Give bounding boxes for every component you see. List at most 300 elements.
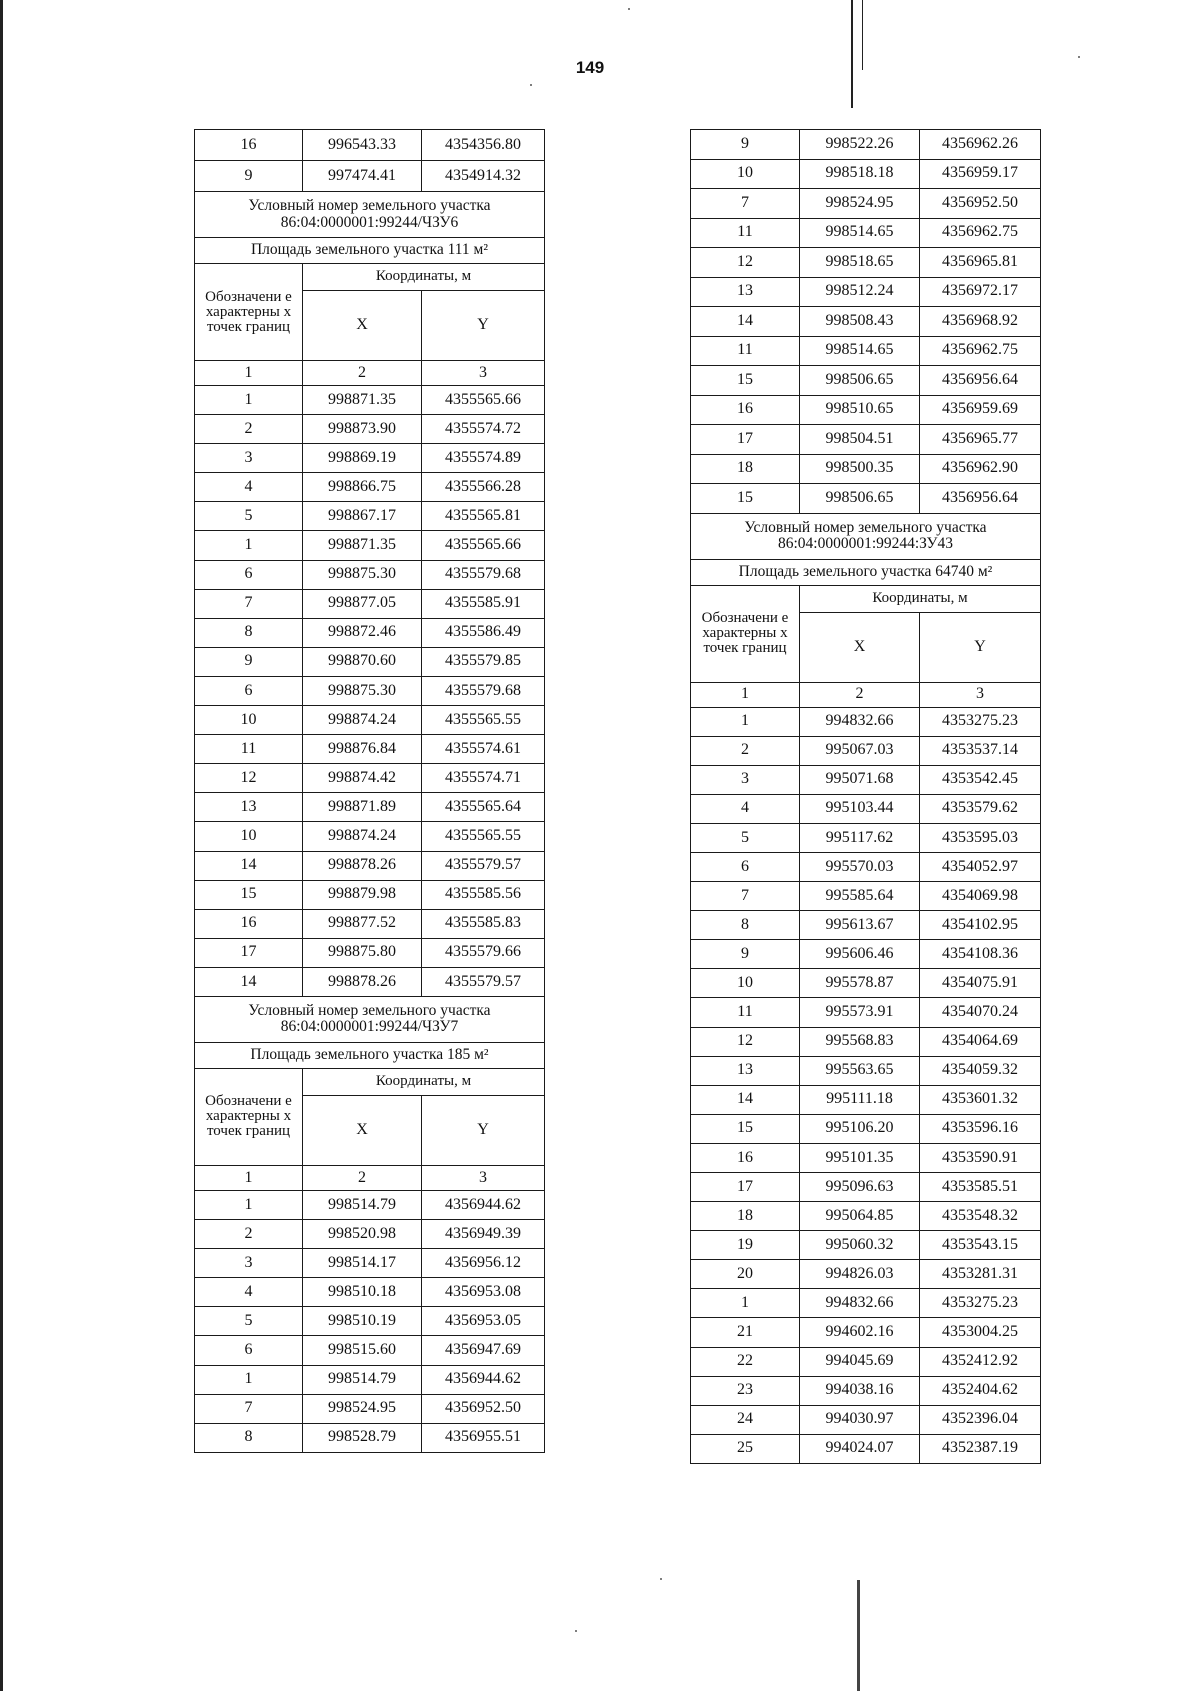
coordinates-table-right [690, 129, 1041, 1464]
x-coordinate-cell: 995606.46 [800, 940, 920, 969]
y-coordinate-cell: 4354052.97 [920, 852, 1041, 881]
y-coordinate-cell: 4355579.57 [422, 851, 545, 880]
table-row [691, 852, 1041, 881]
table-row [195, 909, 545, 938]
y-coordinate-cell: 4355579.85 [422, 647, 545, 676]
x-coordinate-cell: 994832.66 [800, 707, 920, 736]
y-coordinate-cell: 4355574.72 [422, 415, 545, 444]
point-number-cell: 7 [195, 589, 303, 618]
point-number-cell: 5 [691, 823, 800, 852]
point-number-cell: 4 [195, 1278, 303, 1307]
point-number-cell: 1 [195, 1190, 303, 1219]
cadastral-number: 86:04:0000001:99244:ЗУ43 [777, 535, 954, 552]
table-row [691, 707, 1041, 736]
x-coordinate-cell: 998514.17 [303, 1249, 422, 1278]
x-coordinate-cell: 998867.17 [303, 502, 422, 531]
point-number-cell: 16 [195, 130, 303, 161]
column-number-cell: 2 [800, 682, 920, 707]
parcel-area: Площадь земельного участка 111 м² [195, 238, 545, 264]
x-coordinate-cell: 998879.98 [303, 880, 422, 909]
y-coordinate-cell: 4353590.91 [920, 1143, 1041, 1172]
table-row [691, 425, 1041, 455]
cadastral-caption: Условный номер земельного участка [248, 1002, 491, 1020]
point-number-cell: 16 [195, 909, 303, 938]
y-coordinate-cell: 4355574.89 [422, 444, 545, 473]
table-row [195, 967, 545, 996]
coordinates-header: Координаты, м [303, 264, 545, 291]
y-coordinate-cell: 4356956.64 [920, 484, 1041, 514]
x-coordinate-cell: 998504.51 [800, 425, 920, 455]
x-coordinate-cell: 998877.05 [303, 589, 422, 618]
table-row [691, 882, 1041, 911]
table-row [691, 1289, 1041, 1318]
parcel-cadastral-number [691, 513, 1041, 559]
y-coordinate-cell: 4353281.31 [920, 1260, 1041, 1289]
point-number-cell: 7 [691, 882, 800, 911]
y-coordinate-cell: 4355579.68 [422, 676, 545, 705]
x-coordinate-cell: 998874.42 [303, 764, 422, 793]
y-coordinate-cell: 4353275.23 [920, 1289, 1041, 1318]
point-number-cell: 10 [691, 969, 800, 998]
table-row [691, 1114, 1041, 1143]
x-coordinate-cell: 998878.26 [303, 967, 422, 996]
x-coordinate-cell: 998514.65 [800, 218, 920, 248]
table-row [195, 1336, 545, 1365]
y-coordinate-cell: 4354070.24 [920, 998, 1041, 1027]
x-coordinate-cell: 998510.65 [800, 395, 920, 425]
y-coordinate-cell: 4356956.12 [422, 1249, 545, 1278]
y-coordinate-cell: 4356947.69 [422, 1336, 545, 1365]
y-coordinate-cell: 4355579.57 [422, 967, 545, 996]
y-coordinate-cell: 4353601.32 [920, 1085, 1041, 1114]
point-number-cell: 17 [691, 1173, 800, 1202]
table-row [195, 1278, 545, 1307]
y-coordinate-cell: 4356962.90 [920, 454, 1041, 484]
parcel-cadastral-number [195, 996, 545, 1042]
x-coordinate-cell: 998510.18 [303, 1278, 422, 1307]
y-coordinate-cell: 4355579.68 [422, 560, 545, 589]
x-coordinate-cell: 994832.66 [800, 1289, 920, 1318]
table-row [195, 1394, 545, 1423]
y-coordinate-cell: 4355565.66 [422, 531, 545, 560]
x-coordinate-cell: 995111.18 [800, 1085, 920, 1114]
point-number-cell: 5 [195, 1307, 303, 1336]
point-number-cell: 24 [691, 1405, 800, 1434]
scan-speck [628, 8, 630, 10]
parcel-cadastral-row [195, 996, 545, 1042]
column-number-cell: 3 [422, 361, 545, 386]
y-coordinate-cell: 4355585.83 [422, 909, 545, 938]
x-coordinate-cell: 998876.84 [303, 735, 422, 764]
scan-mark-bottom [857, 1580, 860, 1691]
table-row [691, 1143, 1041, 1172]
point-number-cell: 10 [195, 706, 303, 735]
x-coordinate-cell: 998518.65 [800, 248, 920, 278]
x-coordinate-cell: 995585.64 [800, 882, 920, 911]
y-coordinate-cell: 4354914.32 [422, 161, 545, 192]
column-number-cell: 1 [195, 1165, 303, 1190]
scan-speck [1078, 56, 1080, 58]
column-header-row [195, 264, 545, 291]
table-row [691, 307, 1041, 337]
y-coordinate-cell: 4354102.95 [920, 911, 1041, 940]
point-number-cell: 1 [195, 531, 303, 560]
point-number-cell: 14 [195, 967, 303, 996]
x-coordinate-cell: 998514.79 [303, 1190, 422, 1219]
y-coordinate-cell: 4353275.23 [920, 707, 1041, 736]
x-coordinate-cell: 994038.16 [800, 1376, 920, 1405]
cadastral-number: 86:04:0000001:99244/ЧЗУ7 [280, 1018, 459, 1036]
column-number-cell: 1 [691, 682, 800, 707]
x-coordinate-cell: 995573.91 [800, 998, 920, 1027]
table-row [195, 502, 545, 531]
x-coordinate-cell: 998500.35 [800, 454, 920, 484]
y-coordinate-cell: 4355579.66 [422, 938, 545, 967]
point-number-cell: 10 [195, 822, 303, 851]
y-coordinate-cell: 4355565.55 [422, 822, 545, 851]
table-row [195, 560, 545, 589]
coordinates-table-left [194, 129, 545, 1453]
x-coordinate-cell: 998866.75 [303, 473, 422, 502]
x-coordinate-cell: 998878.26 [303, 851, 422, 880]
table-row [195, 647, 545, 676]
point-number-cell: 1 [195, 386, 303, 415]
table-row [691, 395, 1041, 425]
x-coordinate-cell: 998514.65 [800, 336, 920, 366]
y-axis-header: Y [920, 612, 1041, 682]
y-coordinate-cell: 4356955.51 [422, 1423, 545, 1452]
y-coordinate-cell: 4356965.81 [920, 248, 1041, 278]
x-axis-header: X [303, 291, 422, 361]
point-number-cell: 21 [691, 1318, 800, 1347]
point-number-cell: 2 [195, 415, 303, 444]
x-coordinate-cell: 998875.80 [303, 938, 422, 967]
point-number-cell: 12 [691, 1027, 800, 1056]
x-coordinate-cell: 998506.65 [800, 484, 920, 514]
table-row [691, 1173, 1041, 1202]
table-row [195, 415, 545, 444]
point-number-cell: 15 [691, 1114, 800, 1143]
table-row [691, 1231, 1041, 1260]
point-number-cell: 7 [195, 1394, 303, 1423]
table-row [195, 444, 545, 473]
x-coordinate-cell: 995064.85 [800, 1202, 920, 1231]
y-coordinate-cell: 4352412.92 [920, 1347, 1041, 1376]
y-coordinate-cell: 4353585.51 [920, 1173, 1041, 1202]
table-row [195, 618, 545, 647]
table-row [691, 765, 1041, 794]
table-row [691, 823, 1041, 852]
scan-mark-top [851, 0, 853, 108]
point-number-cell: 3 [691, 765, 800, 794]
column-header-row [195, 1068, 545, 1095]
y-coordinate-cell: 4356944.62 [422, 1365, 545, 1394]
point-number-cell: 25 [691, 1434, 800, 1463]
x-coordinate-cell: 995101.35 [800, 1143, 920, 1172]
point-number-cell: 3 [195, 444, 303, 473]
point-number-cell: 2 [195, 1220, 303, 1249]
parcel-cadastral-row [691, 513, 1041, 559]
x-coordinate-cell: 998528.79 [303, 1423, 422, 1452]
x-axis-header: X [303, 1095, 422, 1165]
y-coordinate-cell: 4355565.55 [422, 706, 545, 735]
point-number-cell: 23 [691, 1376, 800, 1405]
y-coordinate-cell: 4354108.36 [920, 940, 1041, 969]
point-number-cell: 9 [195, 647, 303, 676]
point-number-cell: 6 [195, 560, 303, 589]
y-coordinate-cell: 4355586.49 [422, 618, 545, 647]
table-row [195, 793, 545, 822]
table-row [691, 1260, 1041, 1289]
point-number-cell: 14 [195, 851, 303, 880]
cadastral-number: 86:04:0000001:99244/ЧЗУ6 [280, 213, 459, 231]
point-number-cell: 20 [691, 1260, 800, 1289]
y-coordinate-cell: 4355565.81 [422, 502, 545, 531]
x-coordinate-cell: 998518.18 [800, 159, 920, 189]
parcel-area-row [195, 238, 545, 264]
table-row [691, 1056, 1041, 1085]
table-row [195, 130, 545, 161]
point-number-cell: 9 [691, 940, 800, 969]
scan-edge-left [0, 0, 3, 1691]
point-number-cell: 8 [195, 618, 303, 647]
table-row [691, 336, 1041, 366]
x-coordinate-cell: 994045.69 [800, 1347, 920, 1376]
point-number-cell: 13 [195, 793, 303, 822]
y-axis-header: Y [422, 1095, 545, 1165]
x-coordinate-cell: 998874.24 [303, 706, 422, 735]
x-coordinate-cell: 998874.24 [303, 822, 422, 851]
table-row [691, 454, 1041, 484]
y-coordinate-cell: 4355565.66 [422, 386, 545, 415]
table-row [691, 998, 1041, 1027]
y-coordinate-cell: 4354059.32 [920, 1056, 1041, 1085]
point-number-cell: 16 [691, 1143, 800, 1172]
point-number-cell: 8 [195, 1423, 303, 1452]
table-row [691, 736, 1041, 765]
column-number-row [195, 361, 545, 386]
x-coordinate-cell: 998872.46 [303, 618, 422, 647]
table-row [691, 1318, 1041, 1347]
x-coordinate-cell: 995570.03 [800, 852, 920, 881]
y-coordinate-cell: 4356944.62 [422, 1190, 545, 1219]
x-coordinate-cell: 997474.41 [303, 161, 422, 192]
point-number-cell: 7 [691, 189, 800, 219]
point-number-cell: 15 [195, 880, 303, 909]
scan-speck [530, 84, 532, 86]
y-coordinate-cell: 4356959.69 [920, 395, 1041, 425]
y-coordinate-cell: 4354064.69 [920, 1027, 1041, 1056]
column-number-row [691, 682, 1041, 707]
point-number-cell: 6 [691, 852, 800, 881]
y-coordinate-cell: 4356968.92 [920, 307, 1041, 337]
point-number-cell: 6 [195, 1336, 303, 1365]
x-coordinate-cell: 998877.52 [303, 909, 422, 938]
x-coordinate-cell: 995117.62 [800, 823, 920, 852]
point-number-cell: 15 [691, 484, 800, 514]
x-coordinate-cell: 998508.43 [800, 307, 920, 337]
y-coordinate-cell: 4356965.77 [920, 425, 1041, 455]
y-coordinate-cell: 4353548.32 [920, 1202, 1041, 1231]
point-number-cell: 6 [195, 676, 303, 705]
parcel-area-row [195, 1042, 545, 1068]
x-coordinate-cell: 995060.32 [800, 1231, 920, 1260]
x-coordinate-cell: 998875.30 [303, 560, 422, 589]
x-coordinate-cell: 998875.30 [303, 676, 422, 705]
x-coordinate-cell: 998871.89 [303, 793, 422, 822]
parcel-area-row [691, 559, 1041, 585]
point-number-cell: 14 [691, 1085, 800, 1114]
point-number-cell: 18 [691, 454, 800, 484]
x-coordinate-cell: 995563.65 [800, 1056, 920, 1085]
y-coordinate-cell: 4353596.16 [920, 1114, 1041, 1143]
parcel-area: Площадь земельного участка 185 м² [195, 1042, 545, 1068]
y-coordinate-cell: 4356952.50 [422, 1394, 545, 1423]
point-number-cell: 16 [691, 395, 800, 425]
x-coordinate-cell: 998520.98 [303, 1220, 422, 1249]
y-coordinate-cell: 4354075.91 [920, 969, 1041, 998]
table-row [691, 1202, 1041, 1231]
x-coordinate-cell: 996543.33 [303, 130, 422, 161]
x-axis-header: X [800, 612, 920, 682]
point-number-cell: 1 [195, 1365, 303, 1394]
table-row [195, 735, 545, 764]
table-row [195, 1220, 545, 1249]
point-number-cell: 17 [195, 938, 303, 967]
point-designation-header: Обозначени е характерны х точек границ [195, 1068, 303, 1165]
x-coordinate-cell: 998873.90 [303, 415, 422, 444]
table-row [195, 676, 545, 705]
point-number-cell: 8 [691, 911, 800, 940]
parcel-cadastral-number [195, 192, 545, 238]
y-coordinate-cell: 4355566.28 [422, 473, 545, 502]
y-coordinate-cell: 4356952.50 [920, 189, 1041, 219]
table-row [195, 1365, 545, 1394]
y-coordinate-cell: 4356959.17 [920, 159, 1041, 189]
point-number-cell: 9 [691, 130, 800, 160]
x-coordinate-cell: 995568.83 [800, 1027, 920, 1056]
y-coordinate-cell: 4352404.62 [920, 1376, 1041, 1405]
table-row [691, 1405, 1041, 1434]
y-coordinate-cell: 4353537.14 [920, 736, 1041, 765]
x-coordinate-cell: 994602.16 [800, 1318, 920, 1347]
x-coordinate-cell: 994024.07 [800, 1434, 920, 1463]
scan-mark-top-2 [862, 0, 863, 70]
x-coordinate-cell: 998522.26 [800, 130, 920, 160]
x-coordinate-cell: 995103.44 [800, 794, 920, 823]
table-row [195, 851, 545, 880]
table-row [691, 159, 1041, 189]
table-row [195, 1423, 545, 1452]
point-number-cell: 13 [691, 277, 800, 307]
table-row [195, 706, 545, 735]
point-number-cell: 12 [195, 764, 303, 793]
column-number-cell: 2 [303, 361, 422, 386]
x-coordinate-cell: 998510.19 [303, 1307, 422, 1336]
x-coordinate-cell: 998512.24 [800, 277, 920, 307]
table-row [195, 589, 545, 618]
point-number-cell: 3 [195, 1249, 303, 1278]
point-number-cell: 9 [195, 161, 303, 192]
table-row [195, 1307, 545, 1336]
y-coordinate-cell: 4356962.75 [920, 336, 1041, 366]
column-header-row [691, 585, 1041, 612]
scan-speck [660, 1578, 662, 1580]
table-row [195, 1190, 545, 1219]
coordinates-header: Координаты, м [800, 585, 1041, 612]
y-coordinate-cell: 4355585.56 [422, 880, 545, 909]
table-row [691, 1347, 1041, 1376]
column-number-cell: 2 [303, 1165, 422, 1190]
x-coordinate-cell: 995106.20 [800, 1114, 920, 1143]
table-row [195, 822, 545, 851]
y-coordinate-cell: 4353579.62 [920, 794, 1041, 823]
table-row [195, 473, 545, 502]
parcel-cadastral-row [195, 192, 545, 238]
table-row [691, 484, 1041, 514]
y-coordinate-cell: 4356949.39 [422, 1220, 545, 1249]
point-number-cell: 13 [691, 1056, 800, 1085]
x-coordinate-cell: 998514.79 [303, 1365, 422, 1394]
column-number-cell: 3 [920, 682, 1041, 707]
table-row [691, 911, 1041, 940]
y-coordinate-cell: 4353004.25 [920, 1318, 1041, 1347]
x-coordinate-cell: 998870.60 [303, 647, 422, 676]
point-number-cell: 12 [691, 248, 800, 278]
table-row [691, 277, 1041, 307]
y-coordinate-cell: 4355565.64 [422, 793, 545, 822]
y-coordinate-cell: 4356962.75 [920, 218, 1041, 248]
point-number-cell: 11 [691, 218, 800, 248]
x-coordinate-cell: 995071.68 [800, 765, 920, 794]
point-number-cell: 11 [691, 336, 800, 366]
table-row [691, 218, 1041, 248]
table-row [195, 880, 545, 909]
table-row [195, 161, 545, 192]
x-coordinate-cell: 995096.63 [800, 1173, 920, 1202]
table-row [195, 386, 545, 415]
point-number-cell: 1 [691, 707, 800, 736]
x-coordinate-cell: 994826.03 [800, 1260, 920, 1289]
y-coordinate-cell: 4355585.91 [422, 589, 545, 618]
x-coordinate-cell: 998871.35 [303, 531, 422, 560]
y-coordinate-cell: 4352396.04 [920, 1405, 1041, 1434]
table-row [691, 1085, 1041, 1114]
table-row [691, 1434, 1041, 1463]
y-coordinate-cell: 4353543.15 [920, 1231, 1041, 1260]
point-number-cell: 18 [691, 1202, 800, 1231]
table-row [691, 366, 1041, 396]
x-coordinate-cell: 998869.19 [303, 444, 422, 473]
x-coordinate-cell: 995613.67 [800, 911, 920, 940]
table-row [691, 794, 1041, 823]
y-coordinate-cell: 4352387.19 [920, 1434, 1041, 1463]
scan-speck [575, 1630, 577, 1632]
page-number: 149 [575, 58, 605, 77]
point-number-cell: 2 [691, 736, 800, 765]
point-number-cell: 15 [691, 366, 800, 396]
y-coordinate-cell: 4353542.45 [920, 765, 1041, 794]
column-number-cell: 1 [195, 361, 303, 386]
point-number-cell: 11 [691, 998, 800, 1027]
point-number-cell: 22 [691, 1347, 800, 1376]
point-number-cell: 19 [691, 1231, 800, 1260]
x-coordinate-cell: 995067.03 [800, 736, 920, 765]
point-number-cell: 1 [691, 1289, 800, 1318]
y-coordinate-cell: 4356962.26 [920, 130, 1041, 160]
y-coordinate-cell: 4356956.64 [920, 366, 1041, 396]
y-coordinate-cell: 4356953.05 [422, 1307, 545, 1336]
